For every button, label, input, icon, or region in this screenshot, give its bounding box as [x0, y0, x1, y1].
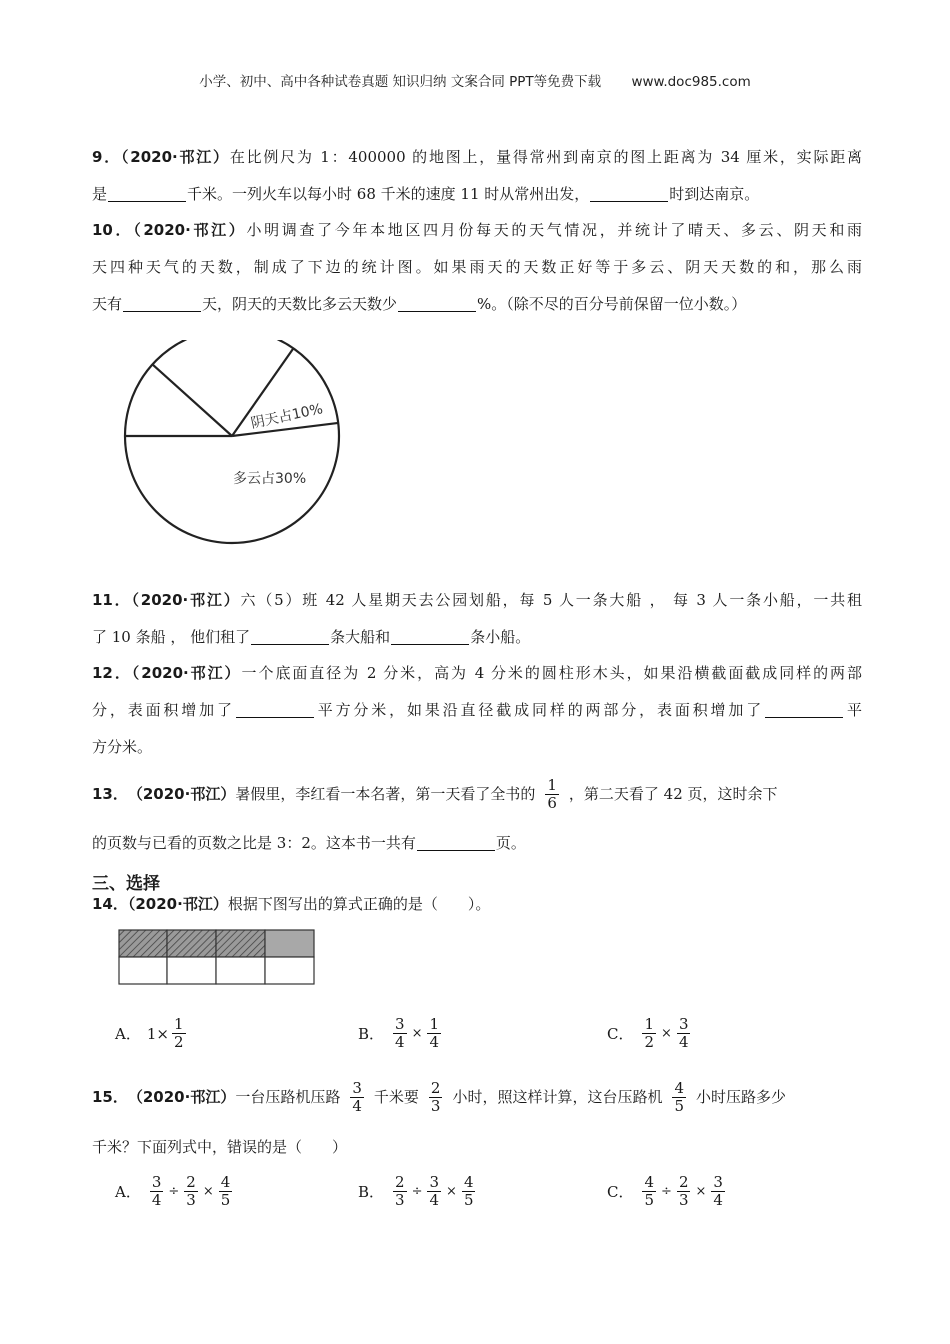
frac-den: 4 — [395, 1033, 405, 1051]
q10-tag: （2020·邗江） — [133, 221, 247, 239]
option-letter: B． — [358, 1183, 385, 1201]
q12-text-2c: 平 — [844, 701, 862, 719]
q9-text-1: 在比例尺为 1：400000 的地图上，量得常州到南京的图上距离为 34 厘米，实际距离 — [229, 148, 863, 166]
q11-line-1 — [92, 590, 862, 610]
q12-blank-1[interactable] — [236, 702, 314, 718]
frac-den: 3 — [395, 1191, 405, 1209]
pie-outline — [125, 340, 339, 543]
q15-line-2: 千米？下面列式中，错误的是（ ） — [92, 1138, 348, 1156]
q14-option-a[interactable] — [115, 1016, 189, 1051]
frac-num: 2 — [430, 1078, 441, 1097]
q11-blank-2[interactable] — [391, 629, 469, 645]
q12-text-2b: 平方分米，如果沿直径截成同样的两部分，表面积增加了 — [314, 701, 765, 719]
q10-number: 10． — [92, 221, 134, 239]
fraction — [642, 1016, 656, 1051]
q9-blank-1[interactable] — [108, 186, 186, 202]
q13-tag: （2020·邗江） — [127, 785, 236, 803]
q12-line-3: 方分米。 — [92, 738, 153, 756]
fraction — [427, 1174, 441, 1209]
q13-line-1 — [92, 776, 862, 812]
q12-text-2a: 分，表面积增加了 — [92, 701, 235, 719]
q15-tag: （2020·邗江） — [127, 1088, 236, 1106]
operator: ÷ — [168, 1184, 180, 1199]
q15-option-b[interactable] — [358, 1174, 478, 1209]
q9-text-2b: 千米。一列火车以每小时 68 千米的速度 11 时从常州出发， — [187, 185, 590, 203]
operator: ÷ — [411, 1184, 423, 1199]
q12-blank-2[interactable] — [765, 702, 843, 718]
q15-fraction-2 — [429, 1080, 443, 1115]
frac-den: 4 — [151, 1191, 162, 1209]
q10-blank-2[interactable] — [398, 296, 476, 312]
diagram-empty-3 — [216, 957, 265, 984]
q15-fraction-1 — [350, 1080, 364, 1115]
frac-den: 4 — [352, 1096, 362, 1115]
q14-option-c[interactable] — [607, 1016, 693, 1051]
q11-tag: （2020·邗江） — [131, 591, 241, 609]
fraction — [427, 1016, 441, 1051]
q10-text-3c: %。（除不尽的百分号前保留一位小数。） — [477, 295, 747, 313]
frac-num: 3 — [678, 1015, 689, 1033]
q14-number: 14． — [92, 895, 128, 913]
q11-number: 11． — [92, 591, 132, 609]
fraction — [150, 1174, 164, 1209]
frac-den: 2 — [644, 1033, 655, 1051]
pie-label-cloudy: 多云占30% — [233, 471, 307, 487]
q13-text-2a: 的页数与已看的页数之比是 3：2。这本书一共有 — [92, 834, 416, 852]
q12-line-1 — [92, 663, 862, 683]
q14-line-1 — [92, 894, 862, 914]
q14-fraction-diagram — [118, 929, 318, 987]
frac-num: 4 — [220, 1173, 231, 1191]
q9-number: 9． — [92, 148, 121, 166]
diagram-hatched-3 — [216, 930, 265, 957]
frac-num: 4 — [674, 1078, 685, 1097]
q14-text: 根据下图写出的算式正确的是（ ）。 — [227, 895, 491, 913]
fraction — [184, 1174, 198, 1209]
q14-tag: （2020·邗江） — [127, 895, 228, 913]
q9-text-2a: 是 — [92, 185, 108, 203]
q15-text-1c: 小时，照这样计算，这台压路机 — [452, 1088, 663, 1106]
q9-blank-2[interactable] — [590, 186, 668, 202]
q13-blank-1[interactable] — [417, 835, 495, 851]
diagram-empty-2 — [167, 957, 216, 984]
q13-text-2b: 页。 — [495, 834, 526, 852]
operator: × — [695, 1184, 707, 1199]
q10-blank-1[interactable] — [123, 296, 201, 312]
frac-den: 4 — [429, 1033, 440, 1051]
q15-option-c[interactable] — [607, 1174, 728, 1209]
page-header — [0, 70, 950, 90]
q11-text-2c: 条小船。 — [470, 628, 531, 646]
q15-fraction-3 — [672, 1080, 686, 1115]
diagram-shaded-4 — [265, 930, 314, 957]
frac-den: 4 — [429, 1191, 440, 1209]
diagram-empty-4 — [265, 957, 314, 984]
header-site: www.doc985.com — [631, 74, 751, 90]
fraction — [462, 1174, 476, 1209]
frac-den: 3 — [678, 1191, 689, 1209]
frac-num: 4 — [463, 1173, 474, 1191]
fraction — [219, 1174, 233, 1209]
frac-den: 5 — [644, 1191, 655, 1209]
q12-line-2 — [92, 700, 862, 720]
frac-num: 2 — [395, 1173, 405, 1191]
frac-num: 3 — [395, 1015, 405, 1033]
frac-den: 2 — [173, 1033, 184, 1051]
q13-text-1b: ，第二天看了 42 页，这时余下 — [568, 785, 778, 803]
fraction — [677, 1016, 691, 1051]
frac-num: 3 — [429, 1173, 440, 1191]
diagram-hatched-2 — [167, 930, 216, 957]
q11-text-1: 六（5）班 42 人星期天去公园划船，每 5 人一条大船 ， 每 3 人一条小船，一共租 — [240, 591, 863, 609]
q11-text-2b: 条大船和 — [330, 628, 391, 646]
q12-number: 12． — [92, 664, 132, 682]
q10-line-3 — [92, 294, 862, 314]
q15-text-1b: 千米要 — [373, 1088, 419, 1106]
operator: × — [661, 1026, 672, 1041]
option-letter: A． — [115, 1183, 141, 1201]
option-letter: C． — [607, 1183, 634, 1201]
q10-line-1 — [92, 220, 862, 240]
q15-text-1d: 小时压路多少 — [696, 1088, 787, 1106]
frac-num: 1 — [429, 1015, 440, 1033]
fraction — [642, 1174, 656, 1209]
frac-num: 3 — [151, 1173, 162, 1191]
frac-num: 1 — [644, 1015, 655, 1033]
q11-blank-1[interactable] — [251, 629, 329, 645]
fraction — [172, 1016, 186, 1051]
q10-text-1: 小明调查了今年本地区四月份每天的天气情况，并统计了晴天、多云、阴天和雨 — [246, 221, 862, 239]
option-letter: A． — [115, 1025, 141, 1043]
frac-num: 4 — [644, 1173, 655, 1191]
frac-den: 5 — [674, 1096, 685, 1115]
weather-pie-chart — [115, 340, 355, 560]
q13-line-2 — [92, 833, 862, 853]
frac-num: 2 — [186, 1173, 196, 1191]
header-text: 小学、初中、高中各种试卷真题 知识归纳 文案合同 PPT等免费下载 — [199, 74, 602, 90]
q11-text-2a: 了 10 条船 ， 他们租了 — [92, 628, 251, 646]
fraction — [393, 1016, 407, 1051]
operator: × — [202, 1184, 214, 1199]
q15-line-1 — [92, 1077, 862, 1117]
q9-text-2c: 时到达南京。 — [669, 185, 760, 203]
fraction — [677, 1174, 691, 1209]
diagram-empty-1 — [119, 957, 167, 984]
option-letter: C． — [607, 1025, 634, 1043]
q11-line-2 — [92, 627, 862, 647]
q12-tag: （2020·邗江） — [131, 664, 242, 682]
frac-den: 3 — [430, 1096, 441, 1115]
frac-num: 1 — [173, 1015, 184, 1033]
operator: × — [411, 1026, 423, 1041]
q10-text-3b: 天，阴天的天数比多云天数少 — [202, 295, 398, 313]
operator: ÷ — [661, 1184, 672, 1199]
q10-text-3a: 天有 — [92, 295, 123, 313]
fraction — [711, 1174, 725, 1209]
diagram-hatched-1 — [119, 930, 167, 957]
frac-num: 2 — [678, 1173, 689, 1191]
q15-number: 15． — [92, 1088, 128, 1106]
option-letter: B． — [358, 1025, 385, 1043]
pie-divider-rainy — [152, 364, 232, 436]
frac-den: 5 — [463, 1191, 474, 1209]
fraction — [393, 1174, 407, 1209]
q15-option-a[interactable] — [115, 1174, 235, 1209]
frac-num: 3 — [352, 1078, 362, 1097]
q13-number: 13． — [92, 785, 128, 803]
frac-num: 1 — [547, 775, 557, 794]
q10-line-2: 天四种天气的天数，制成了下边的统计图。如果雨天的天数正好等于多云、阴天天数的和，那么雨 — [92, 258, 862, 276]
q9-line-1 — [92, 147, 862, 167]
frac-den: 4 — [713, 1191, 723, 1209]
option-prefix: 1× — [146, 1024, 169, 1043]
operator: × — [446, 1184, 457, 1199]
q9-tag: （2020·邗江） — [121, 148, 230, 166]
frac-den: 4 — [678, 1033, 689, 1051]
q12-text-1: 一个底面直径为 2 分米，高为 4 分米的圆柱形木头，如果沿横截面截成同样的两部 — [241, 664, 863, 682]
q9-line-2 — [92, 184, 862, 204]
q13-fraction — [545, 777, 559, 812]
q15-text-1a: 一台压路机压路 — [235, 1088, 341, 1106]
frac-den: 6 — [547, 793, 557, 812]
q14-option-b[interactable] — [358, 1016, 444, 1051]
frac-den: 5 — [220, 1191, 231, 1209]
frac-den: 3 — [186, 1191, 196, 1209]
q13-text-1a: 暑假里，李红看一本名著，第一天看了全书的 — [235, 785, 536, 803]
section-heading: 三、选择 — [92, 874, 160, 894]
pie-label-overcast: 阴天占10% — [249, 401, 325, 432]
frac-num: 3 — [713, 1173, 723, 1191]
